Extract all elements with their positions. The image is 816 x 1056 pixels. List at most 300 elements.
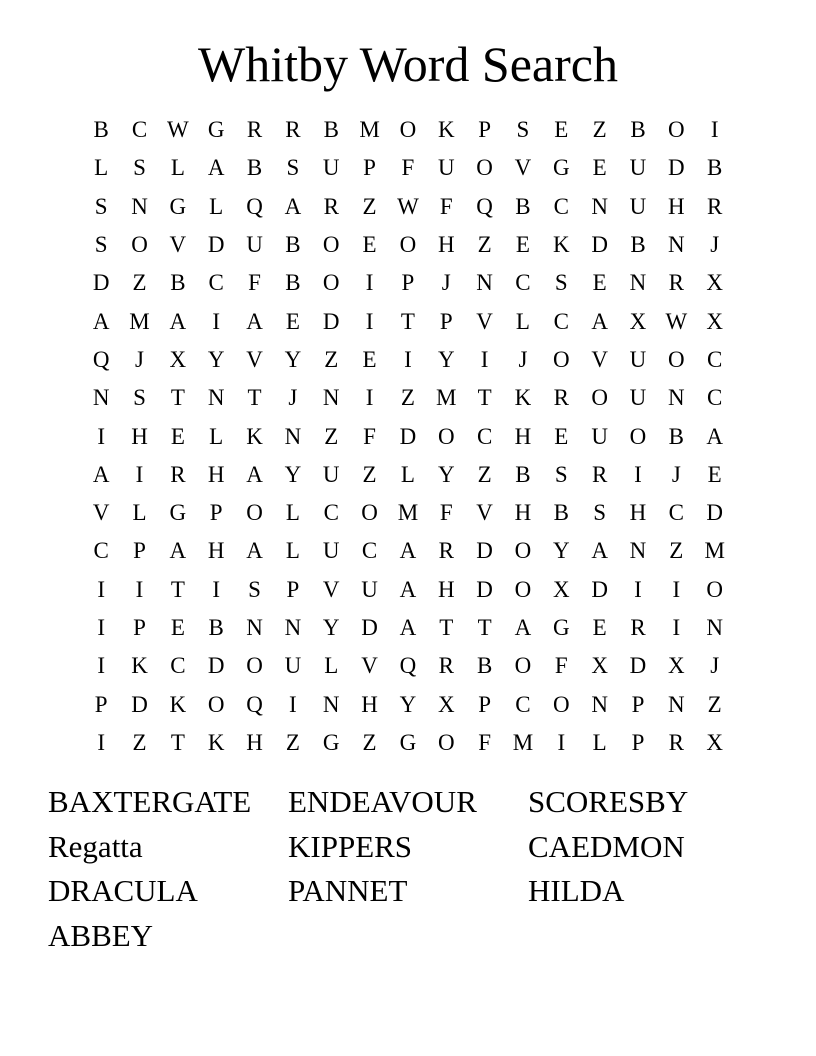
- grid-letter: R: [591, 461, 608, 487]
- grid-letter: L: [400, 461, 415, 487]
- grid-letter: A: [207, 155, 225, 181]
- grid-letter: P: [478, 117, 491, 143]
- grid-letter: Y: [284, 461, 302, 487]
- word-list-item: ABBEY: [48, 917, 154, 953]
- word-list-item: CAEDMON: [528, 828, 685, 864]
- grid-letter: R: [170, 461, 186, 487]
- grid-letter: Z: [324, 423, 339, 449]
- grid-letter: Z: [477, 461, 492, 487]
- grid-letter: O: [591, 385, 608, 411]
- grid-letter: D: [591, 576, 608, 602]
- grid-letter: I: [365, 385, 374, 411]
- grid-letter: C: [707, 346, 723, 372]
- grid-letter: P: [631, 691, 645, 717]
- grid-letter: X: [706, 729, 723, 755]
- grid-letter: H: [246, 729, 263, 755]
- grid-letter: G: [552, 155, 570, 181]
- grid-letter: R: [438, 653, 454, 679]
- grid-letter: X: [591, 653, 608, 679]
- grid-letter: H: [131, 423, 148, 449]
- grid-letter: L: [94, 155, 109, 181]
- grid-letter: H: [514, 500, 532, 526]
- grid-letter: E: [707, 461, 722, 487]
- grid-letter: K: [246, 423, 263, 449]
- grid-letter: C: [515, 270, 531, 296]
- grid-letter: R: [668, 270, 684, 296]
- grid-letter: E: [554, 117, 569, 143]
- grid-letter: A: [246, 461, 263, 487]
- grid-letter: O: [668, 346, 685, 372]
- grid-letter: L: [132, 500, 147, 526]
- grid-letter: I: [212, 576, 221, 602]
- grid-letter: Y: [399, 691, 417, 717]
- grid-letter: H: [629, 500, 647, 526]
- grid-letter: A: [92, 461, 110, 487]
- grid-letter: P: [209, 500, 223, 526]
- grid-letter: I: [212, 308, 221, 334]
- grid-letter: R: [323, 193, 339, 219]
- grid-letter: P: [478, 691, 491, 717]
- grid-letter: N: [207, 385, 225, 411]
- grid-letter: C: [668, 500, 684, 526]
- word-list-item: Regatta: [48, 828, 143, 864]
- grid-letter: V: [514, 155, 532, 181]
- grid-letter: J: [671, 461, 681, 487]
- grid-letter: G: [399, 729, 417, 755]
- grid-letter: B: [323, 117, 339, 143]
- grid-letter: I: [97, 423, 105, 449]
- grid-letter: M: [512, 729, 534, 755]
- grid-letter: E: [592, 155, 607, 181]
- grid-letter: P: [133, 538, 146, 564]
- grid-letter: V: [169, 232, 187, 258]
- grid-letter: A: [92, 308, 110, 334]
- grid-letter: L: [170, 155, 185, 181]
- grid-letter: B: [553, 500, 569, 526]
- grid-letter: I: [404, 346, 412, 372]
- grid-letter: B: [630, 117, 646, 143]
- grid-letter: Q: [246, 193, 263, 219]
- grid-letter: N: [131, 193, 148, 219]
- grid-letter: N: [591, 193, 608, 219]
- grid-letter: I: [365, 308, 374, 334]
- grid-letter: Z: [132, 270, 147, 296]
- grid-letter: E: [362, 232, 377, 258]
- grid-letter: O: [322, 232, 340, 258]
- grid-letter: R: [630, 615, 646, 640]
- grid-letter: C: [208, 270, 224, 296]
- grid-letter: S: [94, 193, 108, 219]
- grid-letter: B: [515, 193, 531, 219]
- grid-letter: X: [437, 691, 455, 717]
- grid-letter: R: [438, 538, 454, 564]
- word-list-item: BAXTERGATE: [48, 784, 252, 820]
- grid-letter: H: [207, 538, 225, 564]
- grid-letter: S: [554, 461, 568, 487]
- grid-letter: I: [97, 576, 105, 602]
- grid-letter: I: [710, 117, 719, 143]
- grid-letter: K: [207, 729, 225, 755]
- grid-letter: O: [476, 155, 493, 181]
- grid-letter: K: [169, 691, 187, 717]
- grid-letter: Z: [285, 729, 300, 755]
- grid-letter: Z: [707, 691, 722, 717]
- grid-letter: Z: [400, 385, 415, 411]
- grid-letter: O: [552, 691, 570, 717]
- grid-letter: J: [710, 653, 720, 679]
- grid-letter: N: [92, 385, 110, 411]
- grid-letter: C: [707, 385, 723, 411]
- word-list-item: ENDEAVOUR: [288, 784, 477, 820]
- grid-letter: K: [437, 117, 455, 143]
- grid-letter: T: [170, 576, 185, 602]
- grid-letter: F: [439, 193, 453, 219]
- grid-letter: I: [365, 270, 374, 296]
- grid-letter: N: [322, 691, 340, 717]
- grid-letter: G: [322, 729, 340, 755]
- grid-letter: V: [246, 346, 263, 372]
- grid-letter: P: [363, 155, 376, 181]
- grid-letter: C: [93, 538, 109, 564]
- grid-letter: R: [285, 117, 301, 143]
- grid-letter: I: [97, 653, 105, 679]
- grid-letter: P: [631, 729, 645, 755]
- grid-letter: I: [97, 615, 105, 640]
- grid-letter: Z: [362, 729, 377, 755]
- grid-letter: B: [707, 155, 723, 181]
- grid-letter: X: [552, 576, 570, 602]
- grid-letter: P: [286, 576, 300, 602]
- grid-letter: F: [554, 653, 568, 679]
- grid-letter: I: [289, 691, 297, 717]
- grid-letter: C: [170, 653, 186, 679]
- grid-letter: A: [169, 308, 187, 334]
- grid-letter: D: [92, 270, 110, 296]
- grid-letter: D: [706, 500, 723, 526]
- grid-letter: U: [322, 155, 340, 181]
- word-list: [48, 780, 768, 958]
- grid-letter: B: [170, 270, 186, 296]
- grid-letter: J: [710, 232, 720, 258]
- grid-letter: N: [668, 691, 685, 717]
- grid-letter: A: [591, 308, 608, 334]
- grid-letter: Z: [362, 193, 377, 219]
- grid-letter: Q: [246, 691, 263, 717]
- grid-letter: M: [436, 385, 457, 411]
- grid-letter: O: [246, 653, 263, 679]
- grid-letter: A: [246, 538, 263, 564]
- grid-letter: R: [553, 385, 569, 411]
- word-list-item: KIPPERS: [288, 828, 413, 864]
- grid-letter: I: [97, 729, 105, 755]
- grid-letter: C: [361, 538, 378, 564]
- grid-letter: H: [668, 193, 685, 219]
- grid-letter: I: [135, 576, 144, 602]
- grid-letter: O: [131, 232, 148, 258]
- grid-letter: L: [592, 729, 607, 755]
- grid-letter: S: [516, 117, 530, 143]
- grid-letter: C: [553, 193, 569, 219]
- grid-letter: S: [94, 232, 108, 258]
- word-list-item: HILDA: [528, 873, 625, 909]
- grid-letter: W: [665, 308, 688, 334]
- grid-letter: O: [437, 423, 455, 449]
- grid-letter: F: [363, 423, 376, 449]
- grid-letter: B: [246, 155, 263, 181]
- grid-letter: I: [480, 346, 489, 372]
- grid-letter: L: [285, 538, 300, 564]
- grid-letter: U: [322, 461, 340, 487]
- grid-letter: O: [514, 653, 532, 679]
- letter-grid: [82, 111, 734, 762]
- grid-letter: O: [399, 117, 417, 143]
- grid-letter: A: [399, 576, 417, 602]
- grid-letter: L: [209, 423, 224, 449]
- grid-letter: U: [591, 423, 608, 449]
- grid-letter: M: [129, 308, 150, 334]
- grid-letter: V: [92, 500, 110, 526]
- grid-letter: S: [133, 385, 146, 411]
- grid-letter: Y: [322, 615, 340, 640]
- grid-letter: V: [476, 308, 493, 334]
- grid-letter: S: [248, 576, 261, 602]
- grid-letter: L: [209, 193, 224, 219]
- grid-letter: V: [361, 653, 378, 679]
- grid-letter: Y: [437, 461, 455, 487]
- grid-letter: E: [170, 615, 185, 640]
- grid-letter: F: [478, 729, 491, 755]
- grid-letter: N: [668, 232, 685, 258]
- grid-letter: H: [514, 423, 532, 449]
- word-list-item: DRACULA: [48, 873, 198, 909]
- grid-letter: F: [401, 155, 415, 181]
- grid-letter: C: [476, 423, 493, 449]
- word-list-item: PANNET: [288, 873, 408, 909]
- grid-letter: D: [399, 423, 417, 449]
- grid-letter: B: [93, 117, 109, 143]
- grid-letter: T: [247, 385, 262, 411]
- grid-letter: B: [476, 653, 493, 679]
- grid-letter: N: [629, 538, 647, 564]
- grid-letter: A: [399, 615, 417, 640]
- grid-letter: N: [284, 615, 302, 640]
- grid-letter: G: [169, 500, 187, 526]
- grid-letter: A: [514, 615, 532, 640]
- grid-letter: L: [285, 500, 300, 526]
- grid-letter: T: [400, 308, 415, 334]
- grid-letter: N: [706, 615, 723, 640]
- grid-letter: N: [591, 691, 608, 717]
- grid-letter: K: [131, 653, 148, 679]
- grid-letter: I: [557, 729, 566, 755]
- grid-letter: A: [591, 538, 608, 564]
- grid-letter: D: [207, 232, 225, 258]
- grid-letter: G: [169, 193, 187, 219]
- grid-letter: O: [552, 346, 570, 372]
- grid-letter: X: [706, 270, 723, 296]
- grid-letter: K: [514, 385, 532, 411]
- grid-letter: R: [668, 729, 684, 755]
- grid-letter: S: [133, 155, 146, 181]
- grid-letter: O: [514, 576, 532, 602]
- grid-letter: J: [518, 346, 528, 372]
- grid-letter: J: [135, 346, 144, 372]
- grid-letter: D: [361, 615, 378, 640]
- grid-letter: O: [668, 117, 685, 143]
- grid-letter: H: [361, 691, 378, 717]
- grid-letter: Q: [92, 346, 110, 372]
- grid-letter: A: [706, 423, 723, 449]
- grid-letter: S: [593, 500, 607, 526]
- grid-letter: O: [437, 729, 455, 755]
- grid-letter: D: [476, 576, 493, 602]
- grid-letter: P: [401, 270, 415, 296]
- grid-letter: E: [554, 423, 569, 449]
- grid-letter: N: [668, 385, 685, 411]
- grid-letter: P: [439, 308, 453, 334]
- grid-letter: U: [246, 232, 263, 258]
- grid-letter: L: [515, 308, 530, 334]
- grid-letter: A: [284, 193, 302, 219]
- grid-letter: M: [704, 538, 725, 564]
- grid-letter: S: [286, 155, 300, 181]
- grid-letter: T: [477, 615, 492, 640]
- grid-letter: E: [285, 308, 300, 334]
- grid-letter: Z: [477, 232, 492, 258]
- grid-letter: I: [634, 576, 642, 602]
- grid-letter: G: [207, 117, 225, 143]
- grid-letter: N: [476, 270, 493, 296]
- page-title: Whitby Word Search: [198, 36, 618, 92]
- grid-letter: E: [515, 232, 530, 258]
- grid-letter: R: [246, 117, 263, 143]
- grid-letter: B: [208, 615, 224, 640]
- grid-letter: A: [399, 538, 417, 564]
- grid-letter: O: [246, 500, 263, 526]
- grid-letter: R: [707, 193, 723, 219]
- grid-letter: D: [131, 691, 148, 717]
- grid-letter: W: [167, 117, 189, 143]
- grid-letter: U: [322, 538, 340, 564]
- grid-letter: F: [248, 270, 261, 296]
- grid-letter: U: [629, 155, 647, 181]
- grid-letter: Q: [399, 653, 417, 679]
- grid-letter: T: [170, 729, 185, 755]
- grid-letter: U: [629, 193, 647, 219]
- grid-letter: B: [668, 423, 684, 449]
- grid-letter: X: [706, 308, 723, 334]
- grid-letter: X: [668, 653, 685, 679]
- grid-letter: U: [284, 653, 302, 679]
- grid-letter: U: [629, 346, 647, 372]
- grid-letter: J: [288, 385, 298, 411]
- grid-letter: W: [397, 193, 419, 219]
- grid-letter: N: [629, 270, 647, 296]
- grid-letter: Y: [437, 346, 455, 372]
- grid-letter: C: [515, 691, 531, 717]
- grid-letter: B: [515, 461, 531, 487]
- grid-letter: N: [284, 423, 302, 449]
- grid-letter: J: [441, 270, 451, 296]
- grid-letter: V: [322, 576, 340, 602]
- grid-letter: Z: [669, 538, 684, 564]
- grid-letter: T: [170, 385, 185, 411]
- grid-letter: G: [552, 615, 570, 640]
- grid-letter: Z: [592, 117, 607, 143]
- grid-letter: B: [285, 232, 301, 258]
- grid-letter: T: [439, 615, 454, 640]
- grid-letter: K: [552, 232, 570, 258]
- grid-letter: O: [399, 232, 417, 258]
- grid-letter: E: [592, 615, 607, 640]
- grid-letter: D: [668, 155, 685, 181]
- grid-letter: N: [322, 385, 340, 411]
- grid-letter: Y: [552, 538, 570, 564]
- grid-letter: V: [591, 346, 608, 372]
- grid-letter: X: [169, 346, 187, 372]
- grid-letter: U: [437, 155, 455, 181]
- grid-letter: D: [207, 653, 225, 679]
- grid-letter: Z: [132, 729, 147, 755]
- grid-letter: S: [554, 270, 568, 296]
- word-list-item: SCORESBY: [528, 784, 689, 820]
- grid-letter: B: [630, 232, 646, 258]
- grid-letter: A: [169, 538, 187, 564]
- grid-letter: A: [246, 308, 263, 334]
- grid-letter: C: [553, 308, 569, 334]
- grid-letter: U: [361, 576, 378, 602]
- grid-letter: E: [362, 346, 377, 372]
- grid-letter: M: [397, 500, 419, 526]
- grid-letter: I: [634, 461, 642, 487]
- grid-letter: O: [706, 576, 723, 602]
- grid-letter: N: [246, 615, 263, 640]
- grid-letter: I: [672, 576, 681, 602]
- grid-letter: O: [322, 270, 340, 296]
- grid-letter: B: [285, 270, 301, 296]
- grid-letter: H: [437, 232, 455, 258]
- grid-letter: D: [476, 538, 493, 564]
- grid-letter: O: [361, 500, 378, 526]
- grid-letter: X: [629, 308, 647, 334]
- grid-letter: Z: [324, 346, 339, 372]
- grid-letter: D: [629, 653, 647, 679]
- grid-letter: C: [131, 117, 148, 143]
- grid-letter: I: [672, 615, 681, 640]
- grid-letter: H: [207, 461, 225, 487]
- grid-letter: L: [324, 653, 339, 679]
- grid-letter: U: [629, 385, 647, 411]
- grid-letter: F: [439, 500, 453, 526]
- grid-letter: O: [207, 691, 225, 717]
- grid-letter: E: [170, 423, 185, 449]
- grid-letter: D: [591, 232, 608, 258]
- grid-letter: D: [322, 308, 340, 334]
- grid-letter: O: [629, 423, 647, 449]
- grid-letter: P: [94, 691, 108, 717]
- grid-letter: Y: [284, 346, 302, 372]
- grid-letter: E: [592, 270, 607, 296]
- grid-letter: O: [514, 538, 532, 564]
- grid-letter: Y: [207, 346, 225, 372]
- grid-letter: Q: [476, 193, 493, 219]
- grid-letter: I: [135, 461, 144, 487]
- grid-letter: T: [477, 385, 492, 411]
- grid-letter: V: [476, 500, 493, 526]
- grid-letter: H: [437, 576, 455, 602]
- grid-letter: M: [359, 117, 380, 143]
- grid-letter: P: [133, 615, 146, 640]
